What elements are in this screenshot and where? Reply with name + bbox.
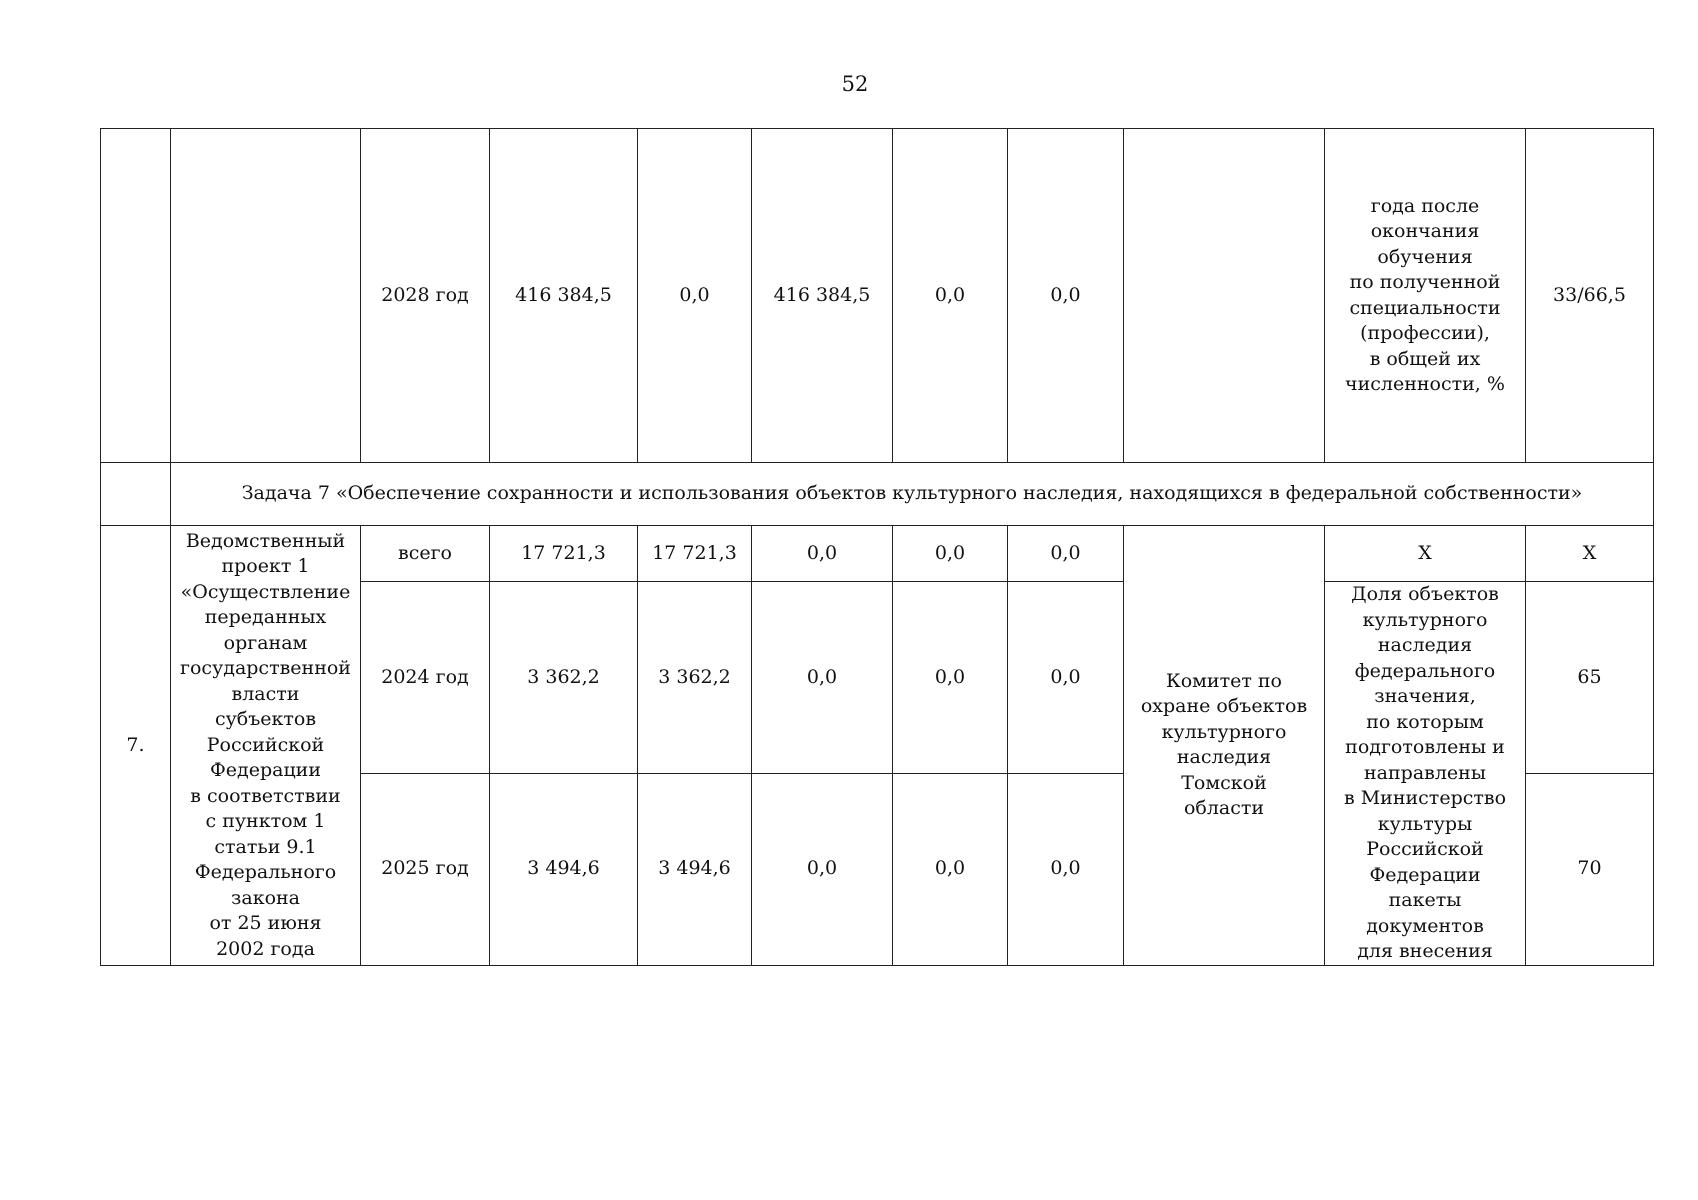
indicator-value-cell: 33/66,5 [1526, 129, 1654, 463]
task-title: Задача 7 «Обеспечение сохранности и использования объектов культурного наследия, находящихся в федеральной собственности» [171, 463, 1654, 526]
value-cell: 0,0 [1008, 526, 1124, 582]
indicator-value-cell: 70 [1526, 773, 1654, 965]
table-row-total [101, 526, 1654, 582]
value-cell: 0,0 [893, 773, 1008, 965]
value-cell: 0,0 [893, 582, 1008, 774]
value-cell: 0,0 [752, 582, 893, 774]
executor-cell-empty [1124, 129, 1325, 463]
indicator-text: Доля объектов культурного наследия федерального значения, по которым подготовлены и направлены в Министерство культуры Российской Федерации пакеты документов для внесения [1343, 583, 1507, 962]
indicator-value-cell: 65 [1526, 582, 1654, 774]
item-name-cell [171, 526, 361, 966]
year-cell: 2028 год [361, 129, 490, 463]
value-cell: 17 721,3 [490, 526, 638, 582]
year-cell: 2025 год [361, 773, 490, 965]
value-cell: 0,0 [638, 129, 752, 463]
table-row-2028 [101, 129, 1654, 463]
value-cell: 416 384,5 [752, 129, 893, 463]
value-cell: 3 494,6 [638, 773, 752, 965]
number-cell-empty [101, 129, 171, 463]
value-cell: 3 494,6 [490, 773, 638, 965]
value-cell: 0,0 [752, 526, 893, 582]
program-table [100, 128, 1654, 966]
value-cell: 0,0 [1008, 129, 1124, 463]
value-cell: 3 362,2 [638, 582, 752, 774]
value-cell: 0,0 [893, 129, 1008, 463]
value-cell: 0,0 [1008, 773, 1124, 965]
executor-text: Комитет по охране объектов культурного наследия Томской области [1140, 669, 1308, 820]
indicator-cell: Х [1325, 526, 1526, 582]
task-row [101, 463, 1654, 526]
value-cell: 3 362,2 [490, 582, 638, 774]
value-cell: 0,0 [1008, 582, 1124, 774]
name-cell-empty [171, 129, 361, 463]
value-cell: 0,0 [893, 526, 1008, 582]
value-cell: 17 721,3 [638, 526, 752, 582]
year-cell: всего [361, 526, 490, 582]
executor-cell [1124, 526, 1325, 966]
page-number: 52 [841, 72, 869, 96]
item-number: 7. [101, 526, 171, 966]
indicator-cell [1325, 582, 1526, 966]
indicator-value-cell: Х [1526, 526, 1654, 582]
value-cell: 416 384,5 [490, 129, 638, 463]
year-cell: 2024 год [361, 582, 490, 774]
value-cell: 0,0 [752, 773, 893, 965]
indicator-text: года после окончания обучения по полученной специальности (профессии), в общей их численности, % [1345, 194, 1505, 395]
indicator-cell [1325, 129, 1526, 463]
number-cell-empty [101, 463, 171, 526]
item-name: Ведомственный проект 1 «Осуществление переданных органам государственной власти субъектов Российской Федерации в соответствии с пунктом 1 статьи 9.1 Федерального закона от 25 июня 2002 года [180, 529, 351, 960]
